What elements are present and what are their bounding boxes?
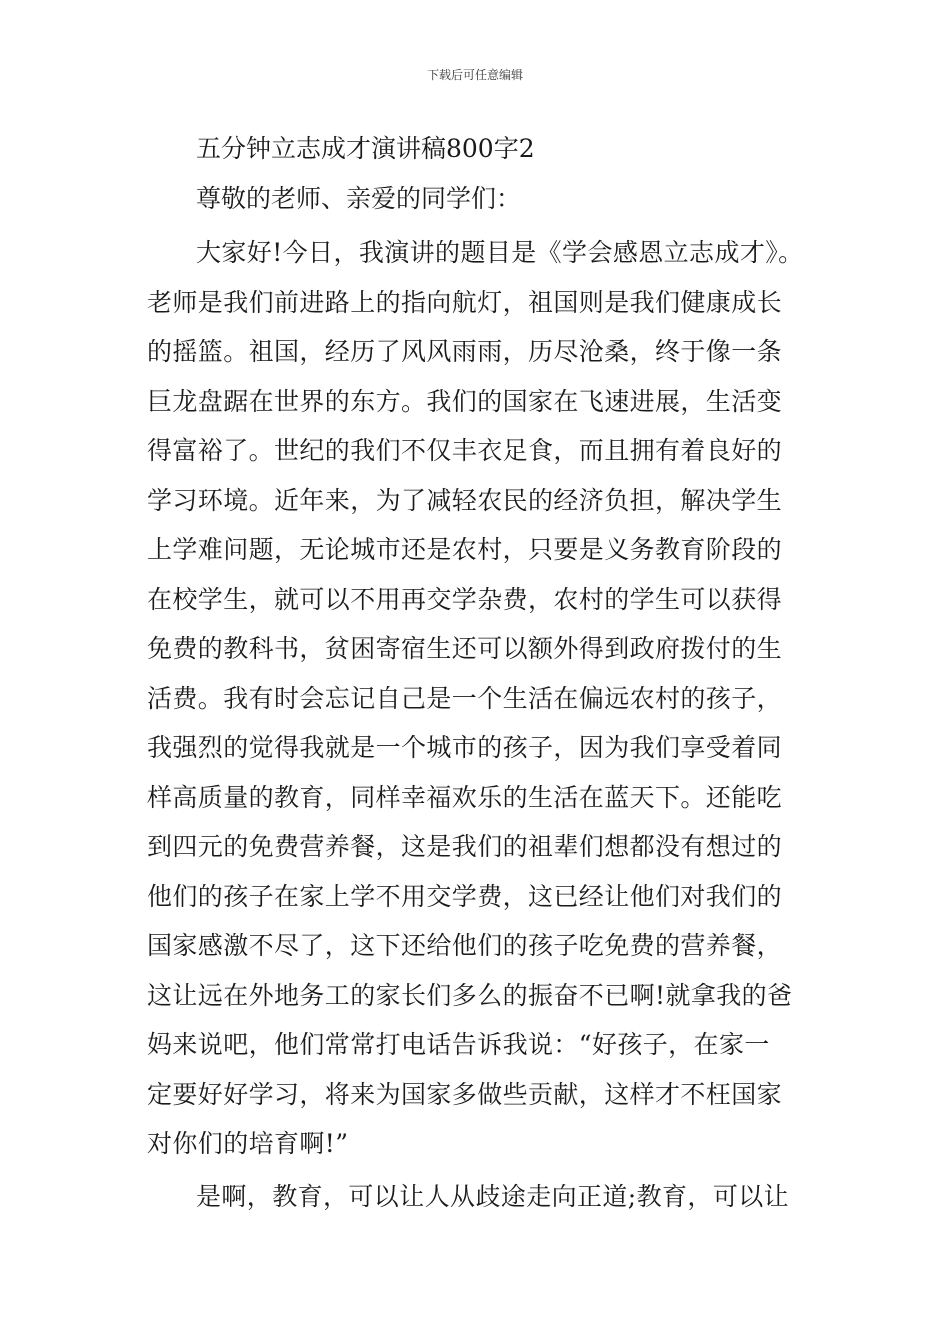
salutation: 尊敬的老师、亲爱的同学们： — [196, 184, 522, 213]
paragraph-line: 这让远在外地务工的家长们多么的振奋不已啊!就拿我的爸 — [147, 980, 793, 1010]
page-header-note: 下载后可任意编辑 — [426, 68, 523, 82]
paragraph-line: 对你们的培育啊!” — [147, 1129, 349, 1158]
paragraph-1 — [147, 228, 827, 1169]
paragraph-line: 定要好好学习，将来为国家多做些贡献，这样才不枉国家 — [147, 1079, 783, 1109]
paragraph-line: 上学难问题，无论城市还是农村，只要是义务教育阶段的 — [147, 535, 783, 564]
paragraph-line: 是啊，教育，可以让人从歧途走向正道;教育，可以让 — [196, 1182, 790, 1211]
paragraph-line: 的摇篮。祖国，经历了风风雨雨，历尽沧桑，终于像一条 — [147, 337, 783, 366]
paragraph-line: 我强烈的觉得我就是一个城市的孩子，因为我们享受着同 — [147, 733, 783, 762]
paragraph-line: 在校学生，就可以不用再交学杂费，农村的学生可以获得 — [147, 584, 783, 614]
paragraph-line: 他们的孩子在家上学不用交学费，这已经让他们对我们的 — [147, 881, 783, 911]
paragraph-2 — [147, 1172, 827, 1222]
paragraph-line: 免费的教科书，贫困寄宿生还可以额外得到政府拨付的生 — [147, 634, 783, 663]
paragraph-line: 国家感激不尽了，这下还给他们的孩子吃免费的营养餐， — [147, 931, 783, 960]
paragraph-line: 样高质量的教育，同样幸福欢乐的生活在蓝天下。还能吃 — [147, 782, 783, 812]
paragraph-line: 巨龙盘踞在世界的东方。我们的国家在飞速进展，生活变 — [147, 386, 783, 416]
paragraph-line: 到四元的免费营养餐，这是我们的祖辈们想都没有想过的 — [147, 832, 783, 861]
paragraph-line: 妈来说吧，他们常常打电话告诉我说：“好孩子，在家一 — [147, 1030, 770, 1059]
paragraph-line: 大家好!今日，我演讲的题目是《学会感恩立志成才》。 — [196, 238, 804, 267]
paragraph-line: 得富裕了。世纪的我们不仅丰衣足食，而且拥有着良好的 — [147, 436, 783, 465]
paragraph-line: 学习环境。近年来，为了减轻农民的经济负担，解决学生 — [147, 485, 783, 515]
document-title: 五分钟立志成才演讲稿800字2 — [196, 134, 535, 163]
paragraph-line: 活费。我有时会忘记自己是一个生活在偏远农村的孩子， — [147, 683, 783, 713]
paragraph-line: 老师是我们前进路上的指向航灯，祖国则是我们健康成长 — [147, 287, 783, 317]
